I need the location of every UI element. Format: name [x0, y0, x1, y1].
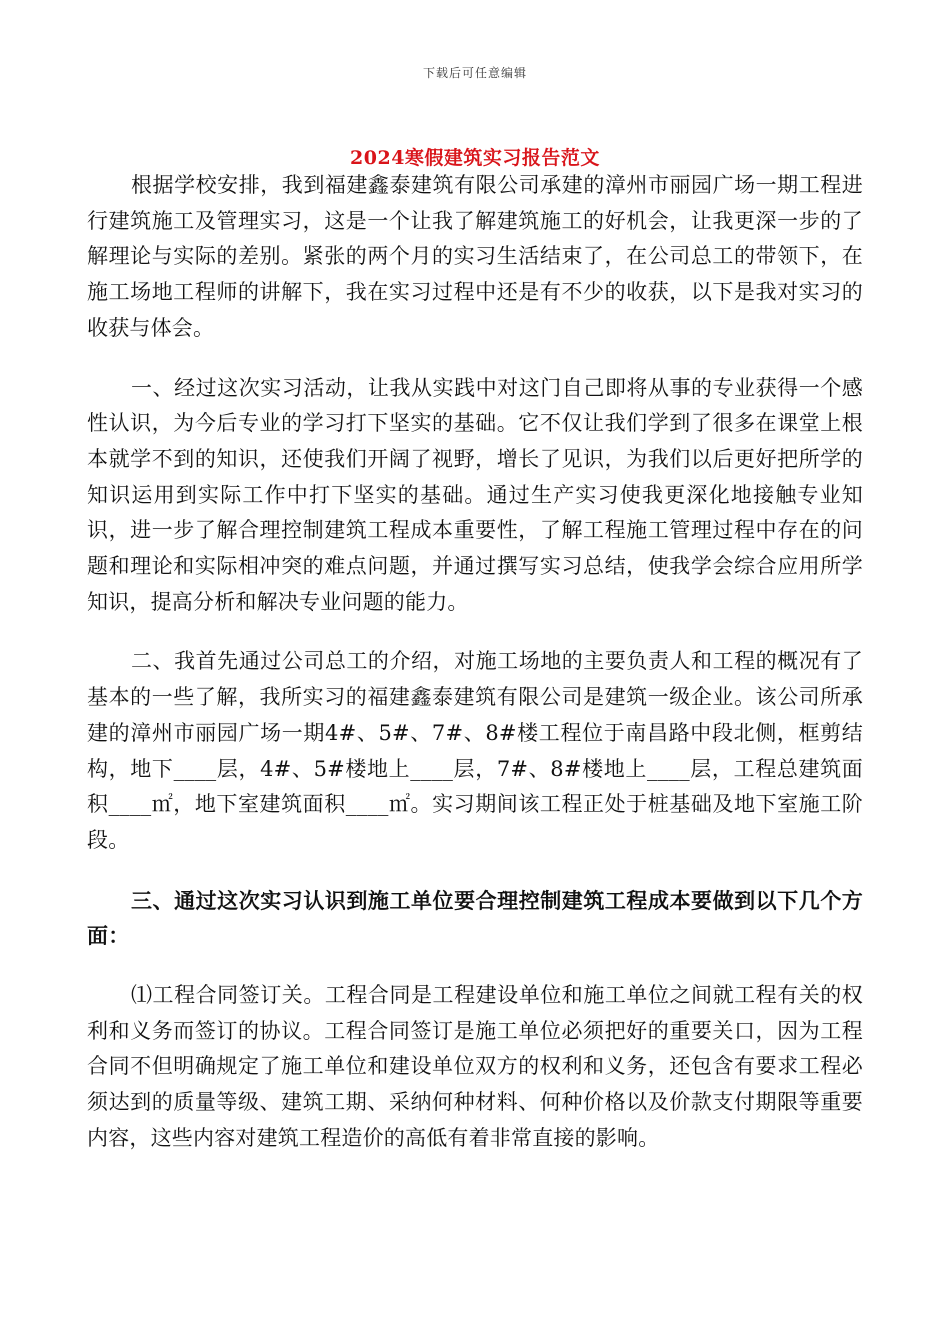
section-3-heading: 三、通过这次实习认识到施工单位要合理控制建筑工程成本要做到以下几个方面：: [87, 887, 863, 949]
paragraph-intro: 根据学校安排，我到福建鑫泰建筑有限公司承建的漳州市丽园广场一期工程进行建筑施工及管理实习，这是一个让我了解建筑施工的好机会，让我更深一步的了解理论与实际的差别。紧张的两个月的实习生活结束了，在公司总工的带领下，在施工场地工程师的讲解下，我在实习过程中还是有不少的收获，以下是我对实习的收获与体会。: [87, 173, 863, 340]
document-body: [87, 168, 863, 1157]
document-title: 2024寒假建筑实习报告范文: [350, 147, 600, 169]
paragraph-section-1: 一、经过这次实习活动，让我从实践中对这门自己即将从事的专业获得一个感性认识，为今后专业的学习打下坚实的基础。它不仅让我们学到了很多在课堂上根本就学不到的知识，还使我们开阔了视野，增长了见识，为我们以后更好把所学的知识运用到实际工作中打下坚实的基础。通过生产实习使我更深化地接触专业知识，进一步了解合理控制建筑工程成本重要性，了解工程施工管理过程中存在的问题和理论和实际相冲突的难点问题，并通过撰写实习总结，使我学会综合应用所学知识，提高分析和解决专业问题的能力。: [87, 375, 863, 614]
header-note: 下载后可任意编辑: [422, 66, 527, 80]
paragraph-section-2: 二、我首先通过公司总工的介绍，对施工场地的主要负责人和工程的概况有了基本的一些了解，我所实习的福建鑫泰建筑有限公司是建筑一级企业。该公司所承建的漳州市丽园广场一期4#、5#、7#、8#楼工程位于南昌路中段北侧，框剪结构，地下____层，4#、5#楼地上____层，7#、8#楼地上____层，工程总建筑面积____㎡，地下室建筑面积____㎡。实习期间该工程正处于桩基础及地下室施工阶段。: [87, 649, 863, 852]
paragraph-contract: ⑴工程合同签订关。工程合同是工程建设单位和施工单位之间就工程有关的权利和义务而签订的协议。工程合同签订是施工单位必须把好的重要关口，因为工程合同不但明确规定了施工单位和建设单位双方的权利和义务，还包含有要求工程必须达到的质量等级、建筑工期、采纳何种材料、何种价格以及价款支付期限等重要内容，这些内容对建筑工程造价的高低有着非常直接的影响。: [87, 983, 863, 1150]
